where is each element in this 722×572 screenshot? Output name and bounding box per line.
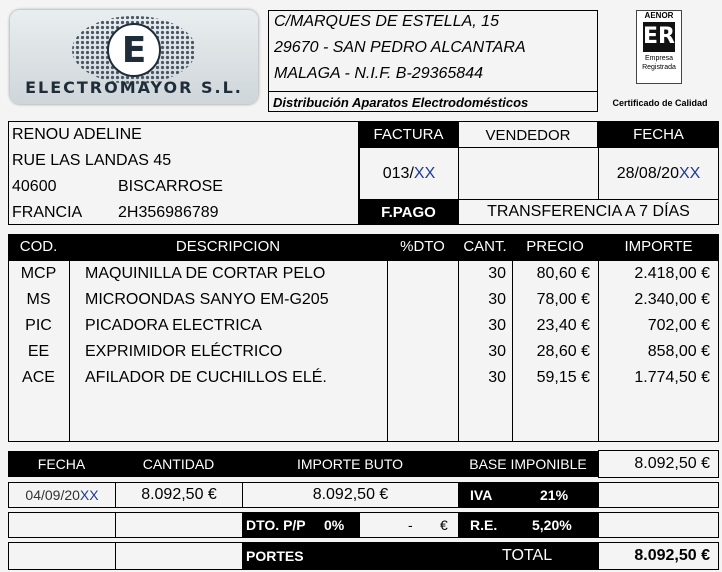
company-address-box — [268, 10, 598, 112]
portes-label: PORTES — [242, 542, 459, 570]
cantidad-header: CANTIDAD — [142, 456, 215, 472]
invoice-number: 013/XX — [359, 147, 459, 200]
dto-dash: - — [408, 517, 413, 533]
logo-letter: E — [121, 30, 147, 71]
er-badge: ER — [643, 22, 675, 52]
item-cant: 30 — [488, 369, 506, 386]
empty-cell — [115, 512, 243, 538]
aenor-certificate-icon — [636, 10, 682, 84]
col-desc: DESCRIPCION — [175, 238, 281, 255]
importe-bruto-header: IMPORTE BUTO — [296, 456, 404, 472]
col-dto: %DTO — [400, 238, 445, 255]
re-label: R.E. — [470, 517, 498, 533]
item-desc: MAQUINILLA DE CORTAR PELO — [85, 265, 326, 282]
total-value: 8.092,50 € — [598, 542, 719, 570]
empty-cell — [8, 512, 116, 538]
item-cant: 30 — [488, 265, 506, 282]
client-street: RUE LAS LANDAS 45 — [12, 152, 172, 169]
item-cant: 30 — [488, 343, 506, 360]
item-desc: PICADORA ELECTRICA — [85, 317, 262, 334]
cert-line-2: Registrada — [642, 64, 676, 71]
iva-value — [598, 482, 719, 508]
vendedor-value — [458, 147, 599, 200]
address-line-2: 29670 - SAN PEDRO ALCANTARA — [274, 39, 526, 56]
base-imponible-value: 8.092,50 € — [598, 450, 719, 478]
item-precio: 78,00 € — [536, 291, 590, 308]
dto-label: DTO. P/P — [246, 517, 306, 533]
client-city: BISCARROSE — [118, 178, 223, 195]
invoice-date: 28/08/20XX — [598, 147, 719, 200]
item-cod: MS — [26, 291, 51, 308]
item-importe: 702,00 € — [647, 317, 710, 334]
client-zip: 40600 — [12, 178, 57, 195]
importe-bruto-value: 8.092,50 € — [242, 482, 459, 508]
col-cant: CANT. — [463, 238, 507, 255]
item-importe: 858,00 € — [647, 343, 710, 360]
item-precio: 28,60 € — [536, 343, 590, 360]
divider — [69, 260, 70, 442]
item-cod: MCP — [20, 265, 57, 282]
re-pct: 5,20% — [532, 517, 572, 533]
aenor-label: AENOR — [644, 11, 674, 20]
item-importe: 1.774,50 € — [634, 369, 710, 386]
iva-label: IVA — [470, 487, 493, 503]
fecha-header: FECHA — [598, 121, 719, 148]
item-desc: EXPRIMIDOR ELÉCTRICO — [85, 343, 283, 360]
company-name: ELECTROMAYOR S.L. — [25, 78, 243, 97]
client-country: FRANCIA — [12, 204, 83, 221]
address-line-1: C/MARQUES DE ESTELLA, 15 — [274, 13, 499, 30]
col-cod: COD. — [19, 238, 58, 255]
item-cod: ACE — [22, 369, 55, 386]
empty-cell — [8, 542, 116, 570]
address-line-3: MALAGA - N.I.F. B-29365844 — [274, 65, 483, 82]
item-precio: 23,40 € — [536, 317, 590, 334]
client-name: RENOU ADELINE — [12, 126, 142, 143]
pay-fecha-header: FECHA — [37, 456, 86, 472]
item-importe: 2.340,00 € — [634, 291, 710, 308]
item-importe: 2.418,00 € — [634, 265, 710, 282]
dto-euro: € — [440, 517, 448, 533]
empty-cell — [115, 542, 243, 570]
fpago-label: F.PAGO — [359, 200, 458, 225]
client-tax-id: 2H356986789 — [118, 204, 219, 221]
re-value — [598, 512, 719, 538]
item-cant: 30 — [488, 317, 506, 334]
cantidad-value: 8.092,50 € — [115, 482, 243, 508]
item-cod: EE — [27, 343, 50, 360]
col-importe: IMPORTE — [624, 238, 693, 255]
item-cod: PIC — [25, 317, 52, 334]
dto-pct: 0% — [324, 517, 345, 533]
iva-pct: 21% — [540, 487, 569, 503]
item-precio: 80,60 € — [536, 265, 590, 282]
cert-line-1: Empresa — [644, 55, 673, 62]
base-imponible-label: BASE IMPONIBLE — [469, 456, 587, 472]
divider — [387, 260, 388, 442]
item-desc: AFILADOR DE CUCHILLOS ELÉ. — [85, 369, 327, 386]
factura-header: FACTURA — [359, 121, 458, 148]
company-activity: Distribución Aparatos Electrodomésticos — [269, 91, 597, 114]
company-logo — [10, 10, 258, 104]
item-desc: MICROONDAS SANYO EM-G205 — [85, 291, 329, 308]
col-precio: PRECIO — [526, 238, 584, 255]
vendedor-header: VENDEDOR — [458, 121, 598, 148]
pay-date: 04/09/20XX — [8, 482, 116, 508]
fpago-value: TRANSFERENCIA A 7 DÍAS — [458, 199, 719, 225]
item-precio: 59,15 € — [536, 369, 590, 386]
cert-caption: Certificado de Calidad — [612, 98, 708, 108]
item-cant: 30 — [488, 291, 506, 308]
total-label: TOTAL — [458, 542, 598, 570]
